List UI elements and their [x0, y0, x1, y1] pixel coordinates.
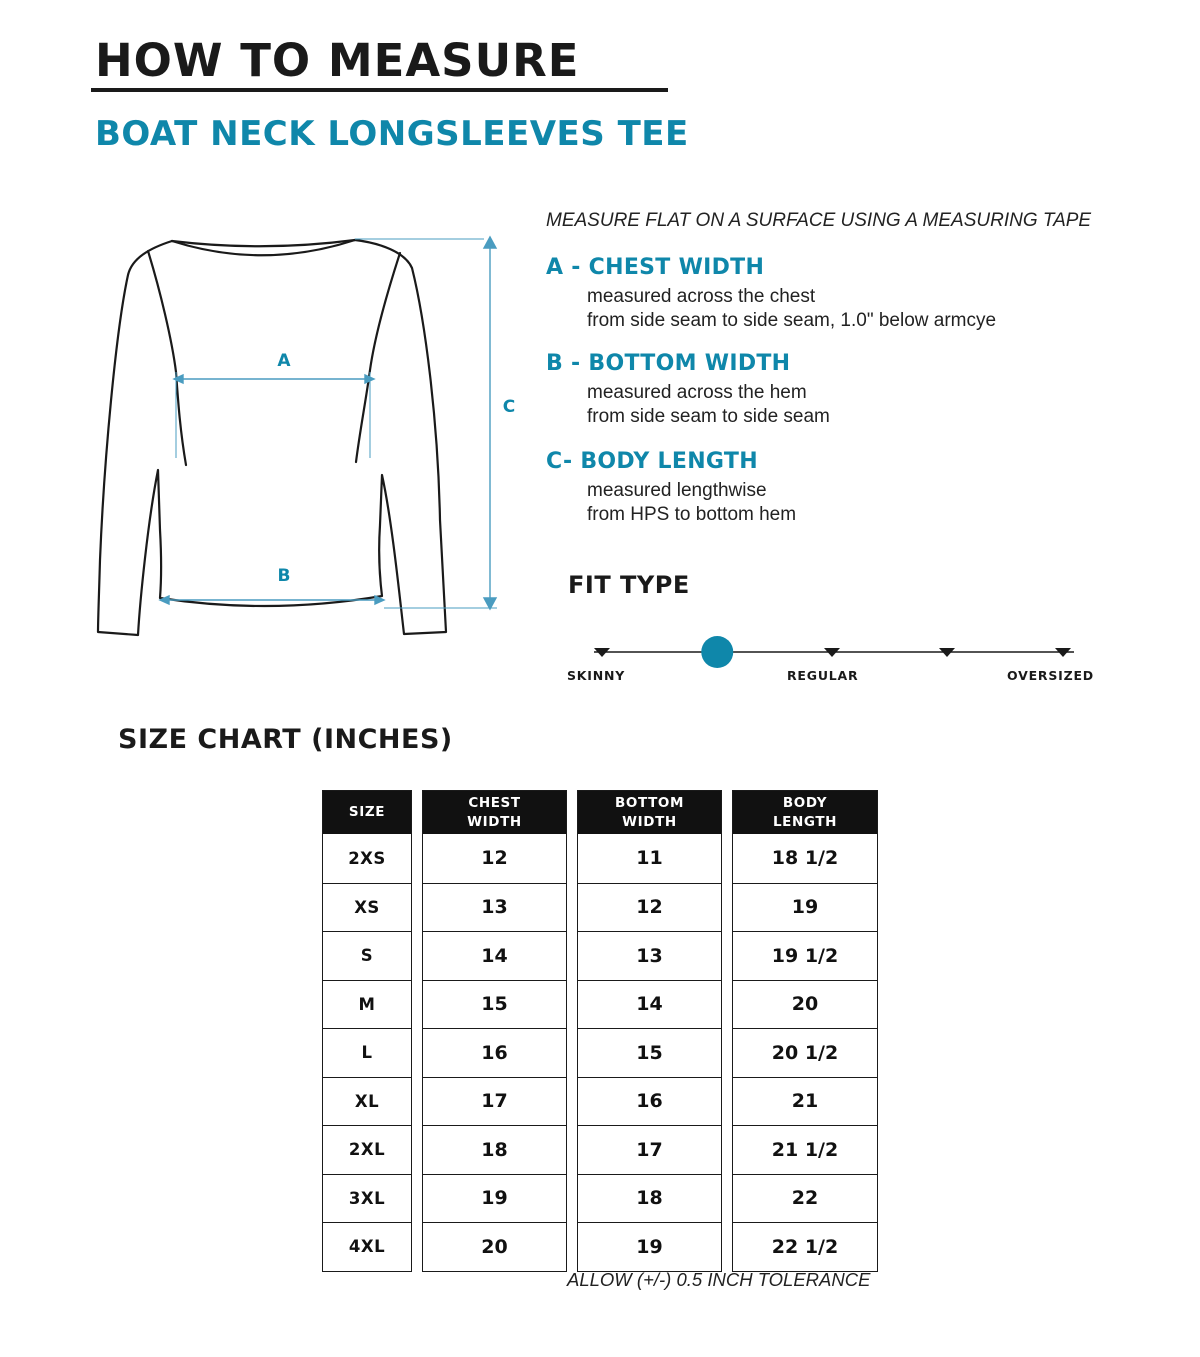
- measure-bottom: [546, 349, 1166, 429]
- shirt-right-sleeve-seam: [356, 253, 400, 462]
- label-c: C: [502, 397, 516, 417]
- column-header-label: SIZE: [348, 804, 386, 820]
- column-header-label: BOTTOM WIDTH: [614, 794, 684, 830]
- shirt-diagram: [90, 228, 520, 643]
- size-cells: [323, 834, 411, 1271]
- column-header-label: BODY LENGTH: [772, 794, 838, 830]
- fit-label-skinny: SKINNY: [567, 668, 626, 683]
- table-cell: 20: [733, 980, 877, 1029]
- table-cell: 13: [578, 931, 721, 980]
- table-cell: 12: [481, 847, 508, 870]
- table-cell: L: [323, 1028, 411, 1077]
- table-cell: 19: [578, 1222, 721, 1271]
- measure-heading: B - BOTTOM WIDTH: [546, 351, 791, 376]
- table-cell: 17: [578, 1125, 721, 1174]
- measure-heading: A - CHEST WIDTH: [546, 255, 765, 280]
- measure-line: measured lengthwise: [587, 480, 767, 501]
- table-cell: 21 1/2: [733, 1125, 877, 1174]
- column-header: [323, 791, 411, 834]
- size-column: [322, 790, 412, 1272]
- table-cell: 18: [423, 1125, 566, 1174]
- tolerance-note: ALLOW (+/-) 0.5 INCH TOLERANCE: [567, 1269, 871, 1290]
- shirt-outline: [98, 240, 446, 635]
- fit-label-oversized: OVERSIZED: [1007, 668, 1094, 683]
- table-cell: 15: [423, 980, 566, 1029]
- table-cell: 22 1/2: [733, 1222, 877, 1271]
- table-cell: 18: [578, 1174, 721, 1223]
- measure-line: from HPS to bottom hem: [587, 504, 797, 525]
- chest-width-column: [422, 790, 567, 1272]
- table-cell: 20: [423, 1222, 566, 1271]
- bottom-width-cells: [578, 834, 721, 1271]
- measure-instructions: [546, 207, 1166, 527]
- shirt-neck-back: [172, 240, 355, 246]
- table-cell: 18 1/2: [771, 847, 839, 870]
- table-cell: 19: [423, 1174, 566, 1223]
- body-length-cells: [733, 834, 877, 1271]
- table-cell: 19: [733, 883, 877, 932]
- measure-line: from side seam to side seam, 1.0" below armcye: [587, 310, 997, 331]
- table-cell: 16: [423, 1028, 566, 1077]
- label-a: A: [277, 351, 291, 371]
- table-cell: 20 1/2: [733, 1028, 877, 1077]
- table-cell: 13: [423, 883, 566, 932]
- body-length-column: [732, 790, 878, 1272]
- column-header: [423, 791, 566, 834]
- measure-line: measured across the hem: [587, 382, 807, 403]
- column-header-label: CHEST WIDTH: [467, 794, 522, 830]
- table-cell: 16: [578, 1077, 721, 1126]
- table-cell: M: [323, 980, 411, 1029]
- column-header: [578, 791, 721, 834]
- table-cell: 22: [733, 1174, 877, 1223]
- fit-label-regular: REGULAR: [787, 668, 859, 683]
- measure-heading: C- BODY LENGTH: [546, 449, 758, 474]
- table-cell: 2XL: [323, 1125, 411, 1174]
- table-cell: S: [323, 931, 411, 980]
- table-cell: 3XL: [323, 1174, 411, 1223]
- product-name: BOAT NECK LONGSLEEVES TEE: [95, 114, 689, 154]
- label-b: B: [277, 566, 291, 586]
- fit-type-title: FIT TYPE: [568, 571, 690, 599]
- measure-length: [546, 447, 1166, 527]
- measure-chest: [546, 253, 1166, 333]
- fit-type-scale: [560, 630, 1080, 670]
- table-cell: 2XS: [348, 848, 386, 868]
- table-cell: 4XL: [323, 1222, 411, 1271]
- shirt-left-sleeve-seam: [148, 251, 186, 465]
- table-cell: 14: [423, 931, 566, 980]
- table-cell: XL: [323, 1077, 411, 1126]
- measure-line: from side seam to side seam: [587, 406, 830, 427]
- table-cell: 17: [423, 1077, 566, 1126]
- table-cell: 15: [578, 1028, 721, 1077]
- fit-selected-marker: [701, 636, 733, 668]
- size-chart-title: SIZE CHART (INCHES): [118, 724, 453, 755]
- bottom-width-column: [577, 790, 722, 1272]
- table-cell: 12: [578, 883, 721, 932]
- measure-line: measured across the chest: [587, 286, 816, 307]
- column-header: [733, 791, 877, 834]
- table-cell: 14: [578, 980, 721, 1029]
- page-title: HOW TO MEASURE: [95, 34, 580, 87]
- instructions-intro: MEASURE FLAT ON A SURFACE USING A MEASURING TAPE: [546, 210, 1092, 231]
- table-cell: 21: [733, 1077, 877, 1126]
- title-underline: [91, 88, 668, 92]
- table-cell: 19 1/2: [733, 931, 877, 980]
- chest-width-cells: [423, 834, 566, 1271]
- table-cell: XS: [323, 883, 411, 932]
- table-cell: 11: [636, 847, 663, 870]
